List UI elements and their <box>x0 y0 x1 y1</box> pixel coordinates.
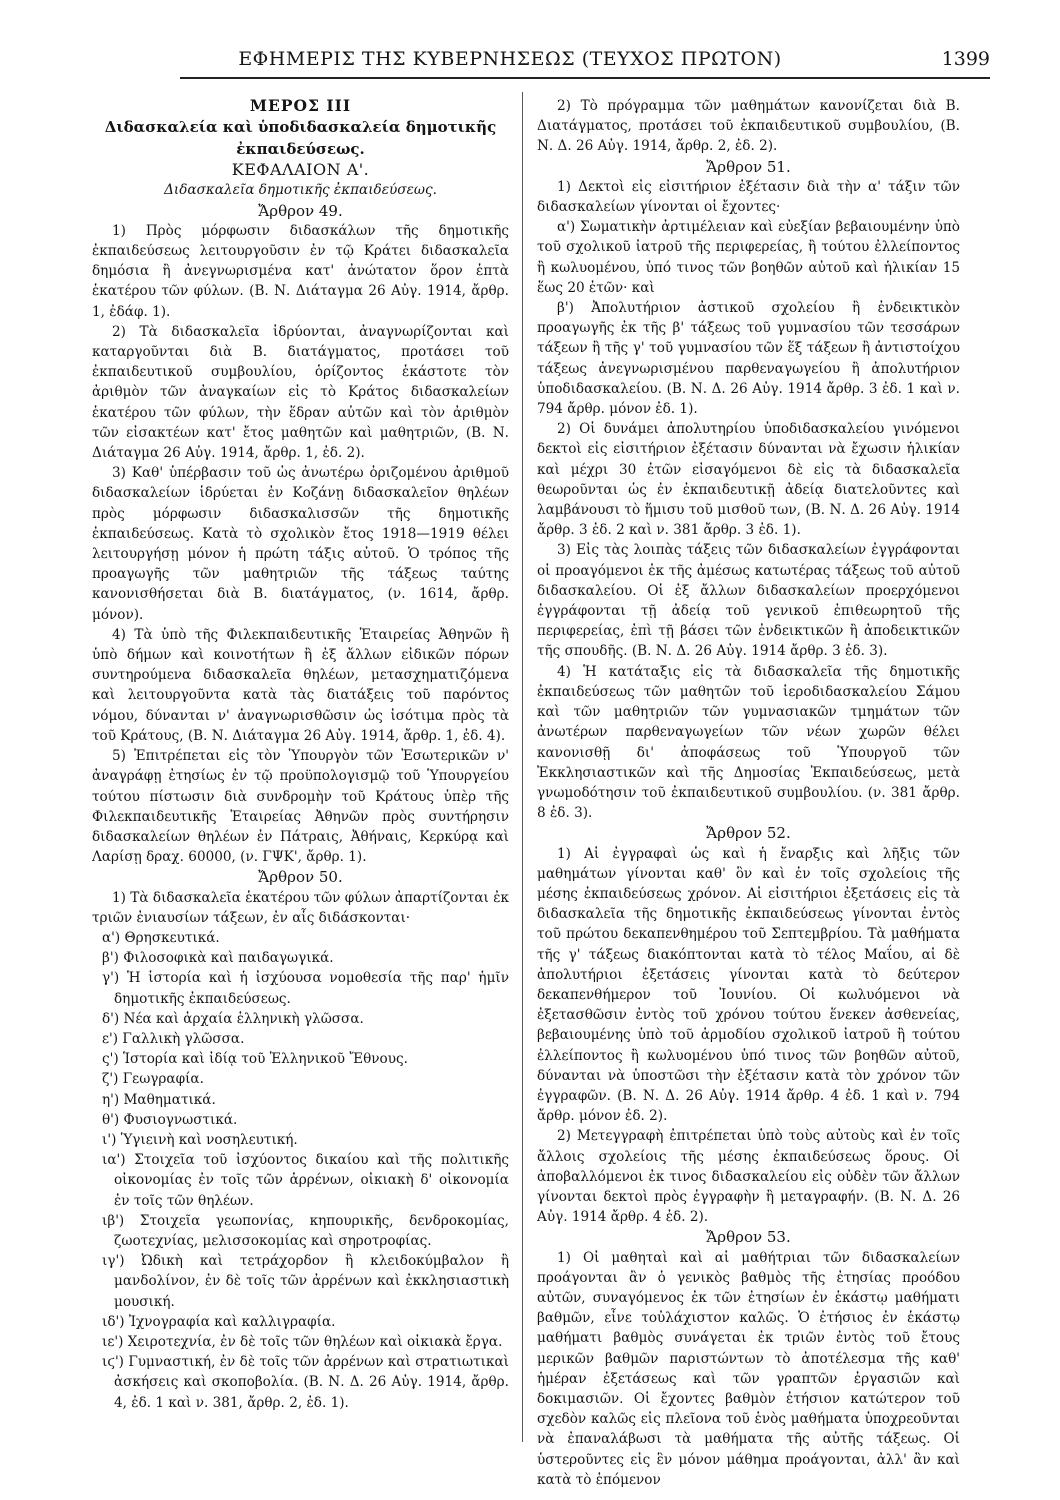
subject-item: β') Φιλοσοφικὰ καὶ παιδαγωγικά. <box>102 950 334 967</box>
subject-item: ιβ') Στοιχεῖα γεωπονίας, κηπουρικῆς, δενδροκομίας, ζωοτεχνίας, μελισσοκομίας καὶ σηροτροφίας. <box>102 1212 509 1249</box>
article-50-paragraph-2: 2) Τὸ πρόγραμμα τῶν μαθημάτων κανονίζεται διὰ Β. Διατάγματος, προτάσει τοῦ ἐκπαιδευτικοῦ συμβουλίου, (Β. Ν. Δ. 26 Αὐγ. 1914, ἄρθρ. 2, ἐδ. 2). <box>537 98 960 155</box>
column-divider <box>522 92 523 1442</box>
article-52-title: Ἄρθρον 52. <box>706 824 791 843</box>
article-51-paragraph-2: 2) Οἱ δυνάμει ἀπολυτηρίου ὑποδιδασκαλείου γινόμενοι δεκτοὶ εἰς εἰσιτήριον ἐξέτασιν δύνανται νὰ ἔχωσιν ἡλικίαν καὶ μέχρι 30 ἐτῶν εἰσαγόμενοι δὲ εἰς τὰ διδασκαλεῖα θεωροῦνται ὡς ἐν ἐκπαιδευτικῇ ἀδείᾳ διατελοῦντες καὶ λαμβάνουσι τὸ ἥμισυ τοῦ μισθοῦ των, (Β. Ν. Δ. 26 Αὐγ. 1914 ἄρθρ. 3 ἐδ. 2 καὶ ν. 381 ἄρθρ. 3 ἐδ. 1). <box>537 421 960 539</box>
article-49-paragraph-4: 4) Τὰ ὑπὸ τῆς Φιλεκπαιδευτικῆς Ἑταιρείας Ἀθηνῶν ἢ ὑπὸ δήμων καὶ κοινοτήτων ἢ ἐξ ἄλλων εἰδικῶν πόρων συντηρούμενα διδασκαλεῖα θηλέων, μετασχηματιζόμενα καὶ λειτουργοῦντα κατὰ τὰς διατάξεις τοῦ παρόντος νόμου, δύνανται ν' ἀναγνωρισθῶσιν ὡς ἰσότιμα πρὸς τὰ τοῦ Κράτους, (Β. Ν. Διάταγμα 26 Αὐγ. 1914, ἄρθρ. 1, ἐδ. 4). <box>92 626 509 744</box>
subject-item: γ') Ἡ ἱστορία καὶ ἡ ἰσχύουσα νομοθεσία τῆς παρ' ἡμῖν δημοτικῆς ἐκπαιδεύσεως. <box>102 970 509 1007</box>
article-53-title: Ἄρθρον 53. <box>706 1228 791 1247</box>
article-50-title: Ἄρθρον 50. <box>258 868 343 887</box>
subject-item: ζ') Γεωγραφία. <box>102 1071 204 1088</box>
article-51-paragraph-3: 3) Εἰς τὰς λοιπὰς τάξεις τῶν διδασκαλείων ἐγγράφονται οἱ προαγόμενοι ἐκ τῆς ἀμέσως κατωτέρας τάξεως τοῦ αὐτοῦ διδασκαλείου. Οἱ ἐξ ἄλλων διδασκαλείων προερχόμενοι ἐγγράφονται τῇ ἀδείᾳ τοῦ γενικοῦ ἐπιθεωρητοῦ τῆς περιφερείας, ἐπὶ τῇ βάσει τῶν ἐνδεικτικῶν ἢ ἀποδεικτικῶν τῆς σπουδῆς. (Β. Ν. Δ. 26 Αὐγ. 1914 ἄρθρ. 3 ἐδ. 3). <box>537 542 960 660</box>
part-subtitle: Διδασκαλεία καὶ ὑποδιδασκαλεία δημοτικῆς ἐκπαιδεύσεως. <box>104 118 497 159</box>
article-49-paragraph-3: 3) Καθ' ὑπέρβασιν τοῦ ὡς ἀνωτέρω ὁριζομένου ἀριθμοῦ διδασκαλείων ἱδρύεται ἐν Κοζάνῃ διδασκαλεῖον θηλέων πρὸς μόρφωσιν διδασκαλισσῶν τῆς δημοτικῆς ἐκπαιδεύσεως. Κατὰ τὸ σχολικὸν ἔτος 1918—1919 θέλει λειτουργήσῃ μόνον ἡ πρώτη τάξις αὐτοῦ. Ὁ τρόπος τῆς προαγωγῆς τῶν μαθητριῶν τῆς τάξεως ταύτης κανονισθήσεται διὰ Β. διατάγματος, (ν. 1614, ἄρθρ. μόνον). <box>92 465 509 623</box>
subject-item: ιϛ') Γυμναστική, ἐν δὲ τοῖς τῶν ἀρρένων καὶ στρατιωτικαὶ ἀσκήσεις καὶ σκοποβολία. (Β. Ν. Δ. 26 Αὐγ. 1914, ἄρθρ. 4, ἐδ. 1 καὶ ν. 381, ἄρθρ. 2, ἐδ. 1). <box>102 1354 509 1411</box>
gazette-title: ΕΦΗΜΕΡΙΣ ΤΗΣ ΚΥΒΕΡΝΗΣΕΩΣ (ΤΕΥΧΟΣ ΠΡΩΤΟΝ) <box>238 48 782 70</box>
article-53-paragraph-1: 1) Οἱ μαθηταὶ καὶ αἱ μαθήτριαι τῶν διδασκαλείων προάγονται ἂν ὁ γενικὸς βαθμὸς τῆς ἐτησίας προόδου αὐτῶν, συναγόμενος ἐκ τῶν ἐτησίων ἐν ἑκάστῳ μαθήματι βαθμῶν, εἶνε τοὐλάχιστον καλῶς. Ὁ ἐτήσιος ἐν ἑκάστῳ μαθήματι βαθμὸς συνάγεται ἐκ τριῶν ἐντὸς τοῦ ἔτους μερικῶν βαθμῶν παριστώντων τὸ ἀποτέλεσμα τῆς καθ' ἡμέραν ἐξετάσεως καὶ τῶν γραπτῶν ἐργασιῶν καὶ δοκιμασιῶν. Οἱ ἔχοντες βαθμὸν ἐτήσιον κατώτερον τοῦ σχεδὸν καλῶς εἰς πλεῖονα τοῦ ἑνὸς μαθήματα ὑποχρεοῦνται νὰ ἐπαναλάβωσι τὰ μαθήματα τῆς αὐτῆς τάξεως. Οἱ ὑστεροῦντες εἰς ἓν μόνον μάθημα προάγονται, ἀλλ' ἂν καὶ κατὰ τὸ ἑπόμενον <box>537 1249 960 1488</box>
header-rule <box>180 77 990 79</box>
subject-item: ς') Ἱστορία καὶ ἰδίᾳ τοῦ Ἑλληνικοῦ Ἔθνους. <box>102 1051 408 1068</box>
subject-item: ε') Γαλλικὴ γλῶσσα. <box>102 1030 245 1047</box>
article-51-item-b: β') Ἀπολυτήριον ἀστικοῦ σχολείου ἢ ἐνδεικτικὸν προαγωγῆς ἐκ τῆς β' τάξεως τοῦ γυμνασίου τῶν τεσσάρων τάξεων ἢ τῆς γ' τοῦ γυμνασίου τῶν ἕξ τάξεων ἢ ἀντιστοίχου τάξεως ἀνεγνωρισμένου παρθεναγωγείου ἢ ἀπολυτήριον ὑποδιδασκαλείου. (Β. Ν. Δ. 26 Αὐγ. 1914 ἄρθρ. 3 ἐδ. 1 καὶ ν. 794 ἄρθρ. μόνον ἐδ. 1). <box>537 300 960 418</box>
subject-item: ια') Στοιχεῖα τοῦ ἰσχύοντος δικαίου καὶ τῆς πολιτικῆς οἰκονομίας ἐν τοῖς τῶν ἀρρένων, οἰκιακὴ δ' οἰκονομία ἐν τοῖς τῶν θηλέων. <box>102 1152 509 1209</box>
left-column <box>92 96 509 1413</box>
subject-item: ι') Ὑγιεινὴ καὶ νοσηλευτική. <box>102 1131 298 1148</box>
subject-item: ιδ') Ἰχνογραφία καὶ καλλιγραφία. <box>102 1313 336 1330</box>
article-49-paragraph-2: 2) Τὰ διδασκαλεῖα ἱδρύονται, ἀναγνωρίζονται καὶ καταργοῦνται διὰ Β. διατάγματος, προτάσει τοῦ ἐκπαιδευτικοῦ συμβουλίου, ὁρίζοντος ἑκάστοτε τὸν ἀριθμὸν τῶν ἀναγκαίων εἰς τὸ Κράτος διδασκαλείων ἑκατέρου τῶν φύλων, τὴν ἕδραν αὐτῶν καὶ τὸν ἀριθμὸν τῶν εἰσακτέων κατ' ἔτος μαθητῶν καὶ μαθητριῶν, (Β. Ν. Διάταγμα 26 Αὐγ. 1914, ἄρθρ. 1, ἐδ. 2). <box>92 323 509 462</box>
article-51-title: Ἄρθρον 51. <box>706 157 791 176</box>
chapter-title: ΚΕΦΑΛΑΙΟΝ Α'. <box>231 160 370 180</box>
article-49-title: Ἄρθρον 49. <box>258 201 343 220</box>
article-52-paragraph-1: 1) Αἱ ἐγγραφαὶ ὡς καὶ ἡ ἔναρξις καὶ λῆξις τῶν μαθημάτων γίνονται καθ' ὃν καὶ ἐν τοῖς σχολείοις τῆς μέσης ἐκπαιδεύσεως χρόνον. Αἱ εἰσιτήριοι ἐξετάσεις εἰς τὰ διδασκαλεῖα τῆς δημοτικῆς ἐκπαιδεύσεως γίνονται ἐντὸς τοῦ πρώτου δεκαπενθημέρου τοῦ Σεπτεμβρίου. Τὰ μαθήματα τῆς γ' τάξεως διακόπτονται κατὰ τὸ τέλος Μαΐου, αἱ δὲ ἀπολυτήριοι ἐξετάσεις γίνονται κατὰ τὸ δεύτερον δεκαπενθήμερον τοῦ Ἰουνίου. Οἱ κωλυόμενοι νὰ ἐξετασθῶσιν ἐντὸς τοῦ χρόνου τούτου ἕνεκεν ἀσθενείας, βεβαιουμένης ὑπὸ τοῦ ἁρμοδίου σχολικοῦ ἰατροῦ ἢ τούτου ἐλλείποντος ἢ κωλυομένου ὑπό τινος τῶν βοηθῶν αὐτοῦ, δύνανται νὰ ὑποστῶσι τὴν ἐξέτασιν κατὰ τὸν χρόνον τῶν ἐγγραφῶν. (Β. Ν. Δ. 26 Αὐγ. 1914 ἄρθρ. 4 ἐδ. 1 καὶ ν. 794 ἄρθρ. μόνον ἐδ. 2). <box>537 845 960 1125</box>
article-52-paragraph-2: 2) Μετεγγραφὴ ἐπιτρέπεται ὑπὸ τοὺς αὐτοὺς καὶ ἐν τοῖς ἄλλοις σχολείοις τῆς μέσης ἐκπαιδεύσεως ὅρους. Οἱ ἀποβαλλόμενοι ἐκ τινος διδασκαλείου εἰς οὐδὲν τῶν ἄλλων γίνονται δεκτοὶ πρὸς ἐγγραφὴν ἢ μεταγραφήν. (Β. Ν. Δ. 26 Αὐγ. 1914 ἄρθρ. 4 ἐδ. 2). <box>537 1128 960 1226</box>
article-49-paragraph-1: 1) Πρὸς μόρφωσιν διδασκάλων τῆς δημοτικῆς ἐκπαιδεύσεως λειτουργοῦσιν ἐν τῷ Κράτει διδασκαλεῖα δημόσια ἢ ἀνεγνωρισμένα κατ' ἀνώτατον ὅρον ἑπτὰ ἑκατέρου τῶν φύλων. (Β. Ν. Διάταγμα 26 Αὐγ. 1914, ἄρθρ. 1, ἐδάφ. 1). <box>92 222 509 320</box>
article-51-paragraph-4: 4) Ἡ κατάταξις εἰς τὰ διδασκαλεῖα τῆς δημοτικῆς ἐκπαιδεύσεως τῶν μαθητῶν τοῦ ἱεροδιδασκαλείου Σάμου καὶ τῶν μαθητριῶν τῶν γυμνασιακῶν τμημάτων τῶν ἀνωτέρων παρθεναγωγείων τῶν νέων χωρῶν θέλει κανονισθῇ δι' ἀποφάσεως τοῦ Ὑπουργοῦ τῶν Ἐκκλησιαστικῶν καὶ τῆς Δημοσίας Ἐκπαιδεύσεως, μετὰ γνωμοδότησιν τοῦ ἐκπαιδευτικοῦ συμβουλίου. (ν. 381 ἄρθρ. 8 ἐδ. 3). <box>537 663 960 822</box>
right-column <box>537 96 960 1490</box>
page-header <box>110 44 990 78</box>
article-51-paragraph-1: 1) Δεκτοὶ εἰς εἰσιτήριον ἐξέτασιν διὰ τὴν α' τάξιν τῶν διδασκαλείων γίνονται οἱ ἔχοντες· <box>537 178 960 216</box>
subject-item: θ') Φυσιογνωστικά. <box>102 1111 238 1128</box>
subject-item: η') Μαθηματικά. <box>102 1091 216 1108</box>
article-51-item-a: α') Σωματικὴν ἀρτιμέλειαν καὶ εὐεξίαν βεβαιουμένην ὑπὸ τοῦ σχολικοῦ ἰατροῦ τῆς περιφερείας, ἢ τούτου ἐλλείποντος ἢ κωλυομένου, ὑπό τινος τῶν βοηθῶν αὐτοῦ καὶ ἡλικίαν 15 ἕως 20 ἐτῶν· καὶ <box>537 219 960 296</box>
article-50-paragraph-1: 1) Τὰ διδασκαλεῖα ἑκατέρου τῶν φύλων ἀπαρτίζονται ἐκ τριῶν ἐνιαυσίων τάξεων, ἐν αἷς διδάσκονται· <box>92 889 509 926</box>
chapter-subtitle: Διδασκαλεῖα δημοτικῆς ἐκπαιδεύσεως. <box>164 182 437 199</box>
part-title: ΜΕΡΟΣ III <box>249 96 352 115</box>
subject-item: ιε') Χειροτεχνία, ἐν δὲ τοῖς τῶν θηλέων καὶ οἰκιακὰ ἔργα. <box>102 1333 503 1350</box>
article-49-paragraph-5: 5) Ἐπιτρέπεται εἰς τὸν Ὑπουργὸν τῶν Ἐσωτερικῶν ν' ἀναγράφῃ ἐτησίως ἐν τῷ προϋπολογισμῷ τοῦ Ὑπουργείου τούτου πίστωσιν διὰ συνδρομὴν τοῦ Κράτους ὑπὲρ τῆς Φιλεκπαιδευτικῆς Ἑταιρείας Ἀθηνῶν πρὸς συντήρησιν διδασκαλείων θηλέων ἐν Πάτραις, Ἀθήναις, Κερκύρᾳ καὶ Λαρίσῃ δραχ. 60000, (ν. ΓΨΚ', ἄρθρ. 1). <box>92 748 509 866</box>
subject-item: α') Θρησκευτικά. <box>102 929 220 946</box>
page-number: 1399 <box>941 48 990 70</box>
subject-item: δ') Νέα καὶ ἀρχαία ἑλληνικὴ γλῶσσα. <box>102 1010 364 1027</box>
subject-item: ιγ') Ὠδικὴ καὶ τετράχορδον ἢ κλειδοκύμβαλον ἢ μανδολίνον, ἐν δὲ τοῖς τῶν ἀρρένων καὶ ἐκκλησιαστικὴ μουσική. <box>102 1253 509 1310</box>
